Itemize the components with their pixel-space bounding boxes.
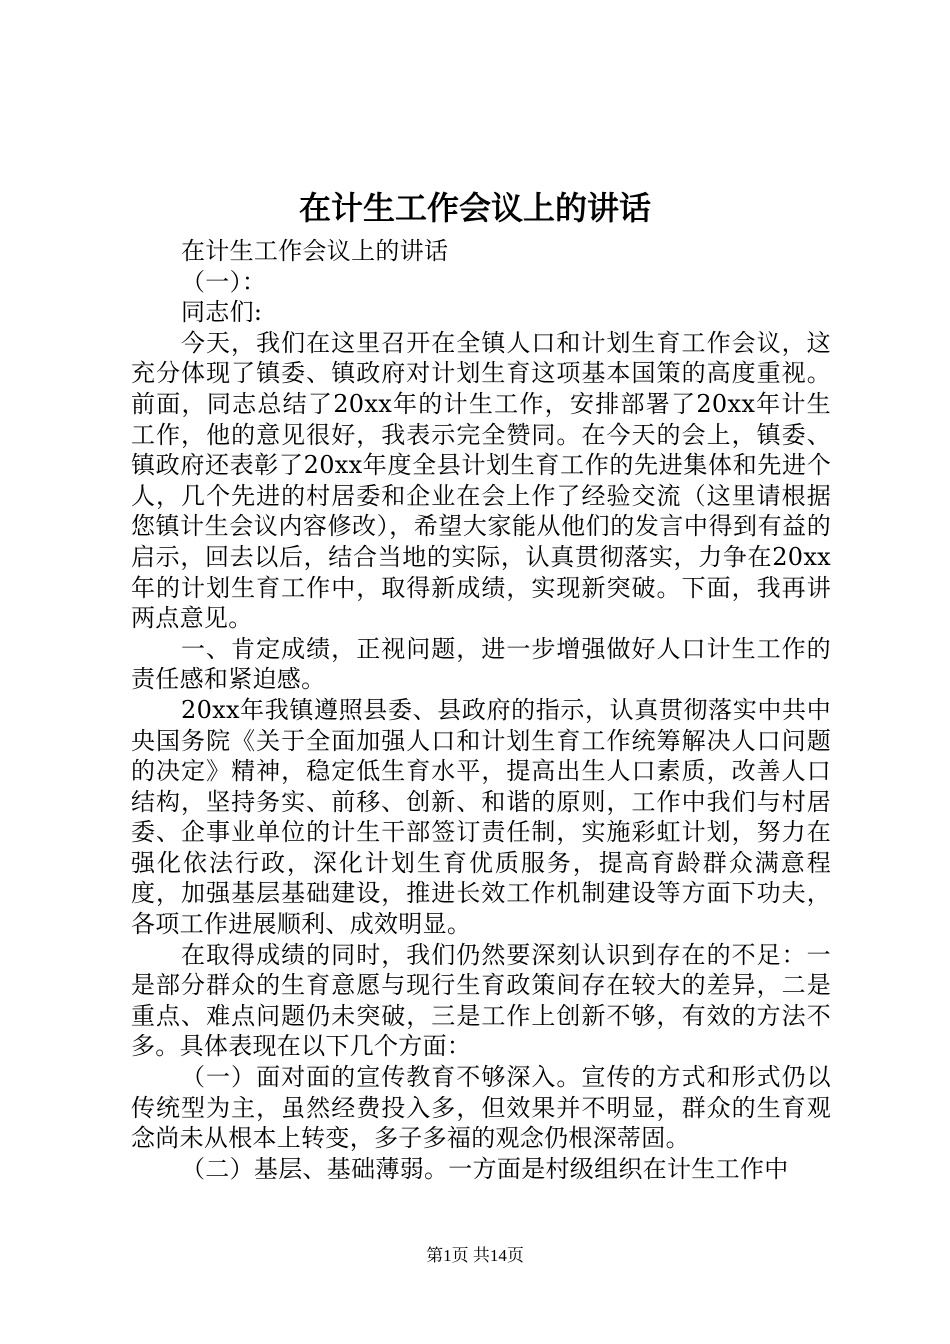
body-paragraph: 20xx年我镇遵照县委、县政府的指示，认真贯彻落实中共中央国务院《关于全面加强人口和计划生育工作统筹解决人口问题的决定》精神，稳定低生育水平，提高出生人口素质，改善人口结构，坚持务实、前移、创新、和谐的原则，工作中我们与村居委、企事业单位的计生干部签订责任制，实施彩虹计划，努力在强化依法行政，深化计划生育优质服务，提高育龄群众满意程度，加强基层基础建设，推进长效工作机制建设等方面下功夫，各项工作进展顺利、成效明显。 bbox=[131, 695, 831, 939]
body-paragraph: 在取得成绩的同时，我们仍然要深刻认识到存在的不足：一是部分群众的生育意愿与现行生育政策间存在较大的差异，二是重点、难点问题仍未突破，三是工作上创新不够，有效的方法不多。具体表现在以下几个方面： bbox=[131, 940, 831, 1061]
section-heading: 一、肯定成绩，正视问题，进一步增强做好人口计生工作的责任感和紧迫感。 bbox=[131, 634, 831, 694]
salutation: 同志们: bbox=[181, 298, 263, 327]
document-title: 在计生工作会议上的讲话 bbox=[298, 189, 651, 227]
body-paragraph: （二）基层、基础薄弱。一方面是村级组织在计生工作中 bbox=[181, 1154, 789, 1183]
subtitle-paragraph: 在计生工作会议上的讲话 bbox=[181, 237, 449, 265]
document-body bbox=[131, 236, 831, 1184]
page-footer: 第1页 共14页 bbox=[426, 1246, 524, 1265]
body-paragraph: （一）面对面的宣传教育不够深入。宣传的方式和形式仍以传统型为主，虽然经费投入多，但效果并不明显，群众的生育观念尚未从根本上转变，多子多福的观念仍根深蒂固。 bbox=[131, 1063, 831, 1153]
body-paragraph: 今天，我们在这里召开在全镇人口和计划生育工作会议，这充分体现了镇委、镇政府对计划生育这项基本国策的高度重视。前面，同志总结了20xx年的计生工作，安排部署了20xx年计生工作，他的意见很好，我表示完全赞同。在今天的会上，镇委、镇政府还表彰了20xx年度全县计划生育工作的先进集体和先进个人，几个先进的村居委和企业在会上作了经验交流（这里请根据您镇计生会议内容修改），希望大家能从他们的发言中得到有益的启示，回去以后，结合当地的实际，认真贯彻落实，力争在20xx年的计划生育工作中，取得新成绩，实现新突破。下面，我再讲两点意见。 bbox=[131, 328, 831, 633]
section-marker: （一）： bbox=[181, 267, 267, 296]
